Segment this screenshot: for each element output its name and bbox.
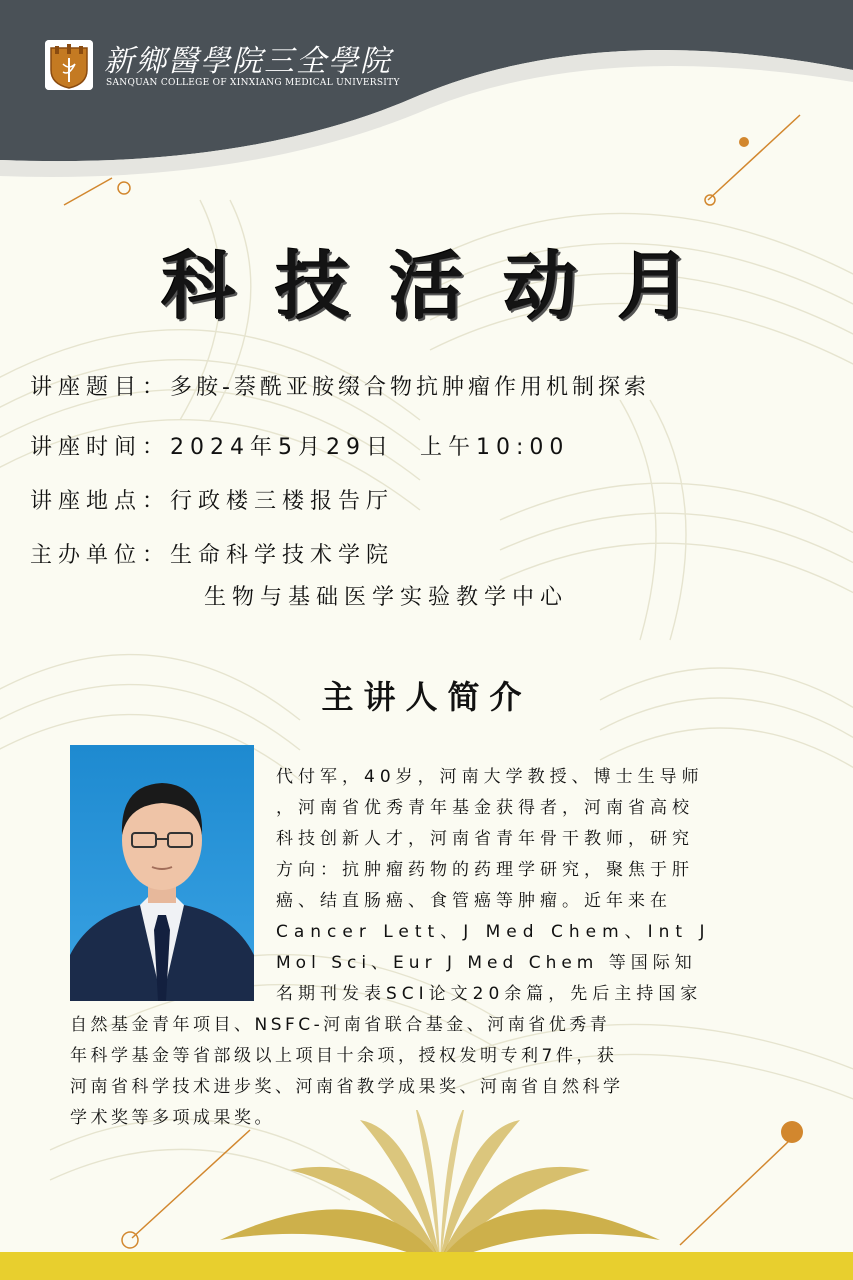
bio-line: Cancer Lett、J Med Chem、Int J [276, 922, 711, 942]
place-value: 行政楼三楼报告厅 [170, 489, 395, 514]
topic-line [30, 370, 650, 401]
time-line [30, 430, 569, 461]
host-label: 主办单位： [30, 543, 171, 568]
host-line [30, 538, 394, 569]
speaker-section-title: 主讲人简介 [321, 678, 532, 716]
topic-value: 多胺-萘酰亚胺缀合物抗肿瘤作用机制探索 [170, 375, 650, 400]
speaker-bio-top [276, 762, 711, 1010]
host-value-2: 生物与基础医学实验教学中心 [204, 585, 569, 610]
bio-line: 自然基金青年项目、NSFC-河南省联合基金、河南省优秀青 [70, 1015, 611, 1035]
bio-line: Mol Sci、Eur J Med Chem 等国际知 [276, 953, 697, 973]
college-name-chinese: 新鄉醫學院三全學院 [104, 44, 392, 79]
time-label: 讲座时间： [30, 435, 171, 460]
header-banner [0, 0, 853, 200]
host-value-1: 生命科学技术学院 [170, 543, 395, 568]
bio-line: 癌、结直肠癌、食管癌等肿瘤。近年来在 [276, 891, 672, 911]
bio-line: 科技创新人才，河南省青年骨干教师，研究 [276, 829, 694, 849]
speaker-photo [70, 745, 254, 1001]
college-logo [45, 40, 93, 90]
bio-line: 学术奖等多项成果奖。 [70, 1108, 275, 1128]
bio-line: 名期刊发表SCI论文20余篇，先后主持国家 [276, 984, 703, 1004]
college-name-english: SANQUAN COLLEGE OF XINXIANG MEDICAL UNIVERSITY [106, 78, 400, 88]
bio-line: ，河南省优秀青年基金获得者，河南省高校 [276, 798, 694, 818]
host-line-2 [204, 580, 568, 611]
bio-line: 河南省科学技术进步奖、河南省教学成果奖、河南省自然科学 [70, 1077, 624, 1097]
bio-line: 方向：抗肿瘤药物的药理学研究，聚焦于肝 [276, 860, 694, 880]
bottom-color-bar [0, 1252, 853, 1280]
place-label: 讲座地点： [30, 489, 171, 514]
topic-label: 讲座题目： [30, 375, 171, 400]
time-value: 2024年5月29日 上午10:00 [170, 435, 570, 460]
poster-title: 科技活动月 [161, 244, 732, 330]
open-book-icon [200, 1110, 680, 1270]
bio-line: 代付军，40岁，河南大学教授、博士生导师 [276, 767, 704, 787]
bio-line: 年科学基金等省部级以上项目十余项，授权发明专利7件，获 [70, 1046, 618, 1066]
place-line [30, 484, 394, 515]
